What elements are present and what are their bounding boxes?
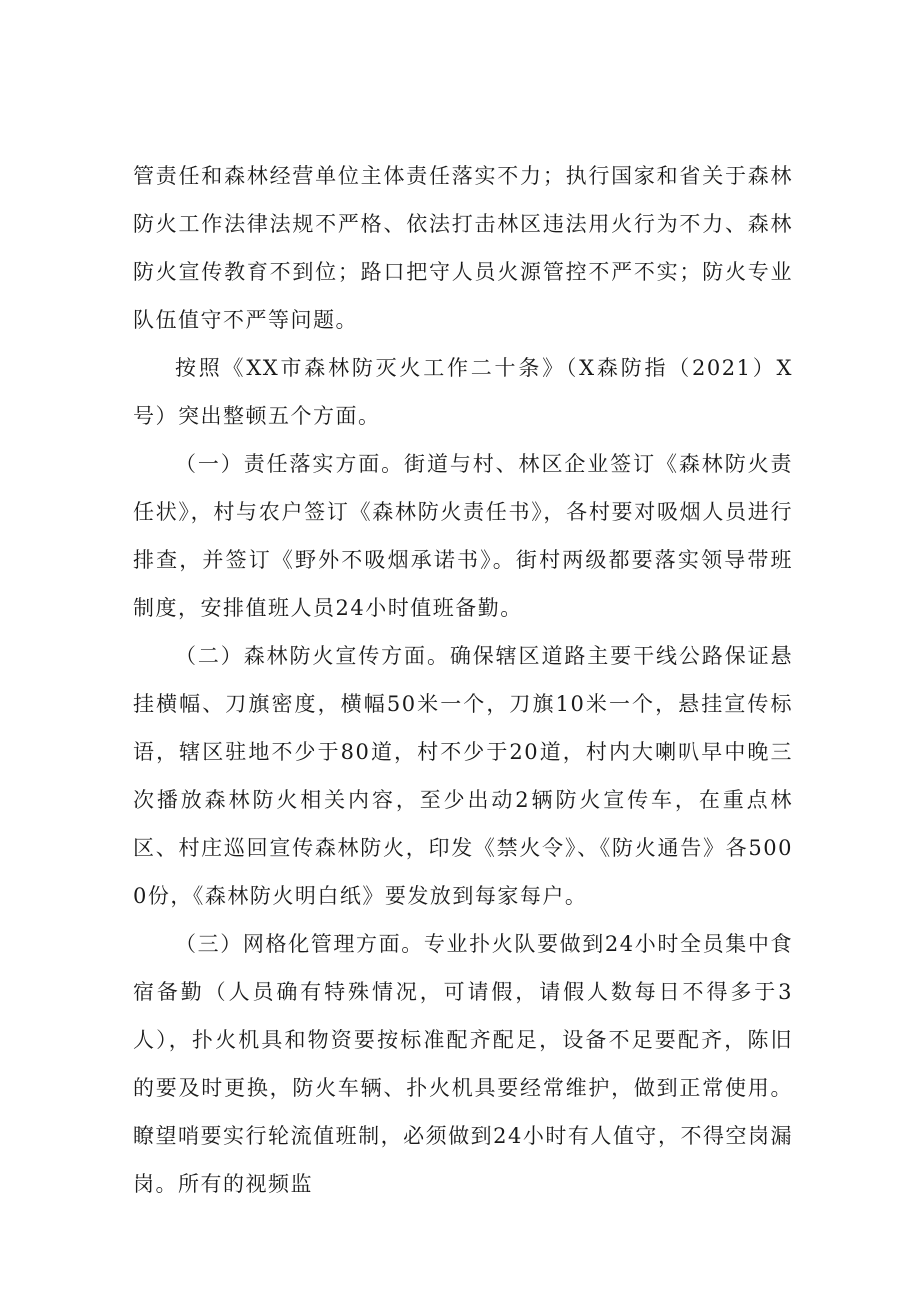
paragraph-continuation: 管责任和森林经营单位主体责任落实不力；执行国家和省关于森林防火工作法律法规不严格、依法打击林区违法用火行为不力、森林防火宣传教育不到位；路口把守人员火源管控不严不实；防火专业队伍值守不严等问题。: [133, 164, 793, 332]
paragraph-responsibility: （一）责任落实方面。街道与村、林区企业签订《森林防火责任状》，村与农户签订《森林防火责任书》，各村要对吸烟人员进行排查，并签订《野外不吸烟承诺书》。街村两级都要落实领导带班制度，安排值班人员24小时值班备勤。: [133, 452, 793, 620]
document-body: [133, 152, 793, 1208]
paragraph-intro: 按照《XX市森林防灭火工作二十条》（X森防指（2021）X号）突出整顿五个方面。: [133, 356, 793, 428]
paragraph-publicity: （二）森林防火宣传方面。确保辖区道路主要干线公路保证悬挂横幅、刀旗密度，横幅50米一个，刀旗10米一个，悬挂宣传标语，辖区驻地不少于80道，村不少于20道，村内大喇叭早中晚三次播放森林防火相关内容，至少出动2辆防火宣传车，在重点林区、村庄巡回宣传森林防火，印发《禁火令》、《防火通告》各5000份，《森林防火明白纸》要发放到每家每户。: [133, 644, 793, 908]
paragraph-grid-management: （三）网格化管理方面。专业扑火队要做到24小时全员集中食宿备勤（人员确有特殊情况，可请假，请假人数每日不得多于3人），扑火机具和物资要按标准配齐配足，设备不足要配齐，陈旧的要及时更换，防火车辆、扑火机具要经常维护，做到正常使用。瞭望哨要实行轮流值班制，必须做到24小时有人值守，不得空岗漏岗。所有的视频监: [133, 932, 793, 1196]
